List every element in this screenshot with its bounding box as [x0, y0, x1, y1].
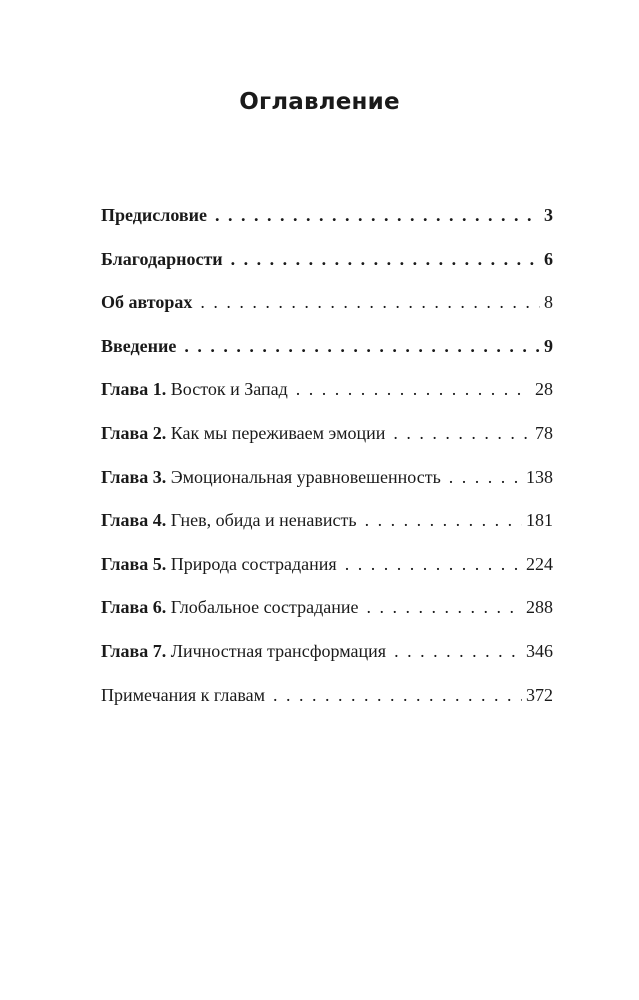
toc-entry-text [101, 374, 288, 404]
toc-page-number: 28 [535, 379, 553, 400]
toc-entry-chapter-1[interactable] [101, 374, 553, 418]
toc-entry-chapter-6[interactable] [101, 592, 553, 636]
toc-entry-acknowledgements[interactable] [101, 244, 553, 288]
toc-entry-label: Восток и Запад [170, 379, 288, 400]
toc-entry-about-authors[interactable] [101, 287, 553, 331]
page-title: Оглавление [239, 89, 400, 116]
toc-page-number: 8 [544, 292, 553, 313]
dot-leader [184, 331, 540, 361]
toc-entry-label: Глобальное сострадание [170, 597, 359, 618]
chapter-label: Глава 4. [101, 510, 167, 531]
toc-entry-text [101, 592, 359, 622]
toc-entry-preface[interactable] [101, 200, 553, 244]
toc-entry-label: Введение [101, 335, 177, 356]
toc-page-number: 3 [544, 205, 553, 225]
toc-entry-chapter-2[interactable] [101, 418, 553, 462]
dot-leader [393, 418, 531, 448]
dot-leader [394, 636, 522, 666]
toc-entry-chapter-5[interactable] [101, 549, 553, 593]
chapter-label: Глава 6. [101, 597, 167, 618]
dot-leader [365, 505, 522, 535]
toc-entry-text [101, 418, 385, 448]
dot-leader [200, 287, 540, 317]
toc-entry-text [101, 549, 337, 579]
toc-entry-notes[interactable] [101, 680, 553, 724]
toc-entry-label: Личностная трансформация [170, 640, 387, 661]
dot-leader [215, 200, 540, 230]
toc-page-number: 288 [526, 597, 553, 618]
toc-page-number: 372 [526, 684, 553, 705]
toc-page-number: 138 [526, 466, 553, 487]
chapter-label: Глава 5. [101, 553, 167, 574]
toc-entry-chapter-3[interactable] [101, 462, 553, 506]
toc-page-number: 181 [526, 510, 553, 531]
toc-page-number: 346 [526, 640, 553, 661]
dot-leader [449, 462, 522, 492]
toc-entry-introduction[interactable] [101, 331, 553, 375]
chapter-label: Глава 3. [101, 466, 167, 487]
toc-entry-text [101, 636, 386, 666]
dot-leader [273, 680, 522, 710]
chapter-label: Глава 2. [101, 422, 167, 443]
toc-entry-text [101, 462, 441, 492]
toc-entry-chapter-4[interactable] [101, 505, 553, 549]
toc-page-number: 224 [526, 553, 553, 574]
dot-leader [367, 592, 522, 622]
toc-entry-label: Примечания к главам [101, 684, 265, 705]
toc-entry-label: Как мы переживаем эмоции [170, 422, 386, 443]
toc-page-number: 9 [544, 335, 553, 356]
toc-entry-label: Гнев, обида и ненависть [170, 510, 357, 531]
dot-leader [345, 549, 522, 579]
toc-entry-label: Предисловие [101, 205, 207, 225]
chapter-label: Глава 1. [101, 379, 167, 400]
toc-page-number: 6 [544, 248, 553, 269]
toc-entry-text [101, 505, 357, 535]
chapter-label: Глава 7. [101, 640, 167, 661]
toc-entry-chapter-7[interactable] [101, 636, 553, 680]
toc-entry-label: Благодарности [101, 248, 223, 269]
table-of-contents [101, 200, 553, 723]
dot-leader [231, 244, 540, 274]
toc-entry-label: Природа сострадания [170, 553, 337, 574]
toc-page-number: 78 [535, 422, 553, 443]
toc-entry-label: Об авторах [101, 292, 193, 313]
toc-entry-label: Эмоциональная уравновешенность [170, 466, 441, 487]
dot-leader [296, 374, 531, 404]
